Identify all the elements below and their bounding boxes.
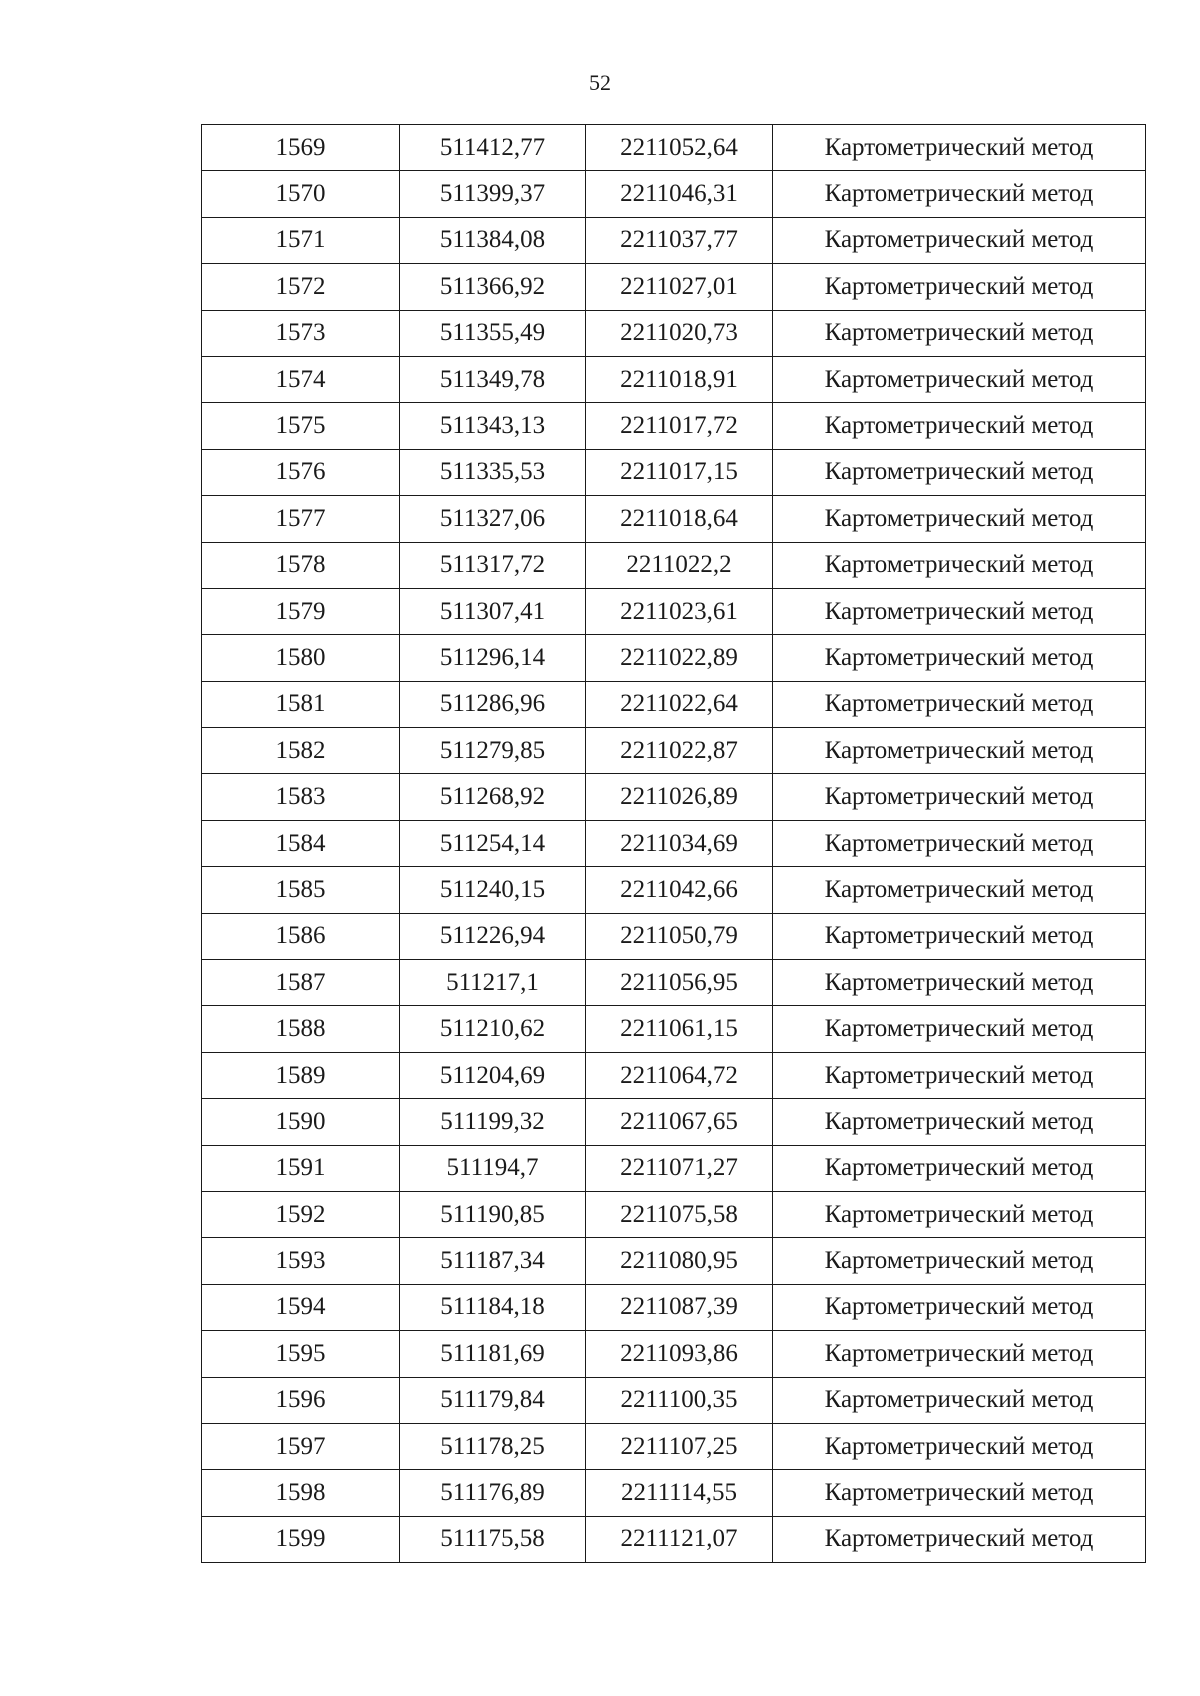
table-row [202,1238,1146,1284]
x-coordinate-cell: 511317,72 [400,542,586,588]
table-row [202,1099,1146,1145]
method-cell: Картометрический метод [773,496,1146,542]
table-row [202,820,1146,866]
method-cell: Картометрический метод [773,1238,1146,1284]
point-number-cell: 1599 [202,1516,400,1562]
point-number-cell: 1582 [202,728,400,774]
x-coordinate-cell: 511355,49 [400,310,586,356]
method-cell: Картометрический метод [773,1284,1146,1330]
x-coordinate-cell: 511268,92 [400,774,586,820]
y-coordinate-cell: 2211061,15 [586,1006,773,1052]
y-coordinate-cell: 2211050,79 [586,913,773,959]
method-cell: Картометрический метод [773,728,1146,774]
table-row [202,774,1146,820]
x-coordinate-cell: 511286,96 [400,681,586,727]
method-cell: Картометрический метод [773,1191,1146,1237]
x-coordinate-cell: 511384,08 [400,217,586,263]
table-row [202,588,1146,634]
y-coordinate-cell: 2211042,66 [586,867,773,913]
point-number-cell: 1596 [202,1377,400,1423]
table-row [202,728,1146,774]
x-coordinate-cell: 511349,78 [400,356,586,402]
x-coordinate-cell: 511412,77 [400,125,586,171]
x-coordinate-cell: 511240,15 [400,867,586,913]
method-cell: Картометрический метод [773,1052,1146,1098]
method-cell: Картометрический метод [773,774,1146,820]
point-number-cell: 1570 [202,171,400,217]
point-number-cell: 1573 [202,310,400,356]
y-coordinate-cell: 2211071,27 [586,1145,773,1191]
x-coordinate-cell: 511181,69 [400,1331,586,1377]
table-row [202,496,1146,542]
y-coordinate-cell: 2211022,87 [586,728,773,774]
method-cell: Картометрический метод [773,403,1146,449]
method-cell: Картометрический метод [773,913,1146,959]
point-number-cell: 1571 [202,217,400,263]
method-cell: Картометрический метод [773,217,1146,263]
point-number-cell: 1591 [202,1145,400,1191]
page-number: 52 [589,70,611,95]
y-coordinate-cell: 2211037,77 [586,217,773,263]
y-coordinate-cell: 2211017,72 [586,403,773,449]
y-coordinate-cell: 2211022,2 [586,542,773,588]
method-cell: Картометрический метод [773,125,1146,171]
point-number-cell: 1584 [202,820,400,866]
point-number-cell: 1598 [202,1470,400,1516]
table-row [202,1516,1146,1562]
y-coordinate-cell: 2211022,89 [586,635,773,681]
method-cell: Картометрический метод [773,1145,1146,1191]
y-coordinate-cell: 2211023,61 [586,588,773,634]
point-number-cell: 1595 [202,1331,400,1377]
table-row [202,217,1146,263]
method-cell: Картометрический метод [773,820,1146,866]
table-row [202,1052,1146,1098]
x-coordinate-cell: 511343,13 [400,403,586,449]
method-cell: Картометрический метод [773,310,1146,356]
point-number-cell: 1579 [202,588,400,634]
x-coordinate-cell: 511296,14 [400,635,586,681]
point-number-cell: 1578 [202,542,400,588]
y-coordinate-cell: 2211087,39 [586,1284,773,1330]
y-coordinate-cell: 2211027,01 [586,264,773,310]
x-coordinate-cell: 511204,69 [400,1052,586,1098]
table-row [202,681,1146,727]
method-cell: Картометрический метод [773,1516,1146,1562]
point-number-cell: 1575 [202,403,400,449]
x-coordinate-cell: 511254,14 [400,820,586,866]
y-coordinate-cell: 2211026,89 [586,774,773,820]
y-coordinate-cell: 2211018,64 [586,496,773,542]
table-row [202,542,1146,588]
point-number-cell: 1577 [202,496,400,542]
method-cell: Картометрический метод [773,960,1146,1006]
point-number-cell: 1574 [202,356,400,402]
coordinates-table-body [202,125,1146,1563]
y-coordinate-cell: 2211107,25 [586,1423,773,1469]
point-number-cell: 1580 [202,635,400,681]
y-coordinate-cell: 2211017,15 [586,449,773,495]
method-cell: Картометрический метод [773,1099,1146,1145]
table-row [202,1377,1146,1423]
method-cell: Картометрический метод [773,449,1146,495]
point-number-cell: 1569 [202,125,400,171]
method-cell: Картометрический метод [773,635,1146,681]
method-cell: Картометрический метод [773,1377,1146,1423]
table-row [202,867,1146,913]
table-row [202,1191,1146,1237]
point-number-cell: 1592 [202,1191,400,1237]
method-cell: Картометрический метод [773,542,1146,588]
x-coordinate-cell: 511190,85 [400,1191,586,1237]
method-cell: Картометрический метод [773,1331,1146,1377]
x-coordinate-cell: 511366,92 [400,264,586,310]
x-coordinate-cell: 511399,37 [400,171,586,217]
point-number-cell: 1590 [202,1099,400,1145]
x-coordinate-cell: 511184,18 [400,1284,586,1330]
table-row [202,635,1146,681]
table-row [202,960,1146,1006]
method-cell: Картометрический метод [773,1006,1146,1052]
y-coordinate-cell: 2211064,72 [586,1052,773,1098]
y-coordinate-cell: 2211093,86 [586,1331,773,1377]
table-row [202,449,1146,495]
x-coordinate-cell: 511210,62 [400,1006,586,1052]
method-cell: Картометрический метод [773,264,1146,310]
method-cell: Картометрический метод [773,867,1146,913]
x-coordinate-cell: 511335,53 [400,449,586,495]
table-row [202,356,1146,402]
x-coordinate-cell: 511217,1 [400,960,586,1006]
table-row [202,913,1146,959]
x-coordinate-cell: 511307,41 [400,588,586,634]
method-cell: Картометрический метод [773,171,1146,217]
table-row [202,1331,1146,1377]
method-cell: Картометрический метод [773,588,1146,634]
x-coordinate-cell: 511194,7 [400,1145,586,1191]
table-row [202,264,1146,310]
x-coordinate-cell: 511226,94 [400,913,586,959]
point-number-cell: 1587 [202,960,400,1006]
method-cell: Картометрический метод [773,1470,1146,1516]
y-coordinate-cell: 2211034,69 [586,820,773,866]
table-row [202,403,1146,449]
x-coordinate-cell: 511179,84 [400,1377,586,1423]
x-coordinate-cell: 511279,85 [400,728,586,774]
point-number-cell: 1583 [202,774,400,820]
table-row [202,125,1146,171]
point-number-cell: 1588 [202,1006,400,1052]
y-coordinate-cell: 2211100,35 [586,1377,773,1423]
point-number-cell: 1586 [202,913,400,959]
y-coordinate-cell: 2211022,64 [586,681,773,727]
coordinates-table [201,124,1146,1563]
y-coordinate-cell: 2211056,95 [586,960,773,1006]
x-coordinate-cell: 511327,06 [400,496,586,542]
x-coordinate-cell: 511176,89 [400,1470,586,1516]
y-coordinate-cell: 2211080,95 [586,1238,773,1284]
table-row [202,1470,1146,1516]
table-row [202,1284,1146,1330]
y-coordinate-cell: 2211075,58 [586,1191,773,1237]
x-coordinate-cell: 511178,25 [400,1423,586,1469]
method-cell: Картометрический метод [773,356,1146,402]
method-cell: Картометрический метод [773,1423,1146,1469]
x-coordinate-cell: 511187,34 [400,1238,586,1284]
point-number-cell: 1576 [202,449,400,495]
table-row [202,171,1146,217]
y-coordinate-cell: 2211121,07 [586,1516,773,1562]
y-coordinate-cell: 2211067,65 [586,1099,773,1145]
y-coordinate-cell: 2211052,64 [586,125,773,171]
point-number-cell: 1589 [202,1052,400,1098]
point-number-cell: 1593 [202,1238,400,1284]
method-cell: Картометрический метод [773,681,1146,727]
table-row [202,1145,1146,1191]
point-number-cell: 1581 [202,681,400,727]
point-number-cell: 1572 [202,264,400,310]
point-number-cell: 1585 [202,867,400,913]
point-number-cell: 1597 [202,1423,400,1469]
table-row [202,1423,1146,1469]
y-coordinate-cell: 2211020,73 [586,310,773,356]
y-coordinate-cell: 2211018,91 [586,356,773,402]
table-row [202,310,1146,356]
y-coordinate-cell: 2211114,55 [586,1470,773,1516]
table-row [202,1006,1146,1052]
x-coordinate-cell: 511199,32 [400,1099,586,1145]
point-number-cell: 1594 [202,1284,400,1330]
x-coordinate-cell: 511175,58 [400,1516,586,1562]
y-coordinate-cell: 2211046,31 [586,171,773,217]
